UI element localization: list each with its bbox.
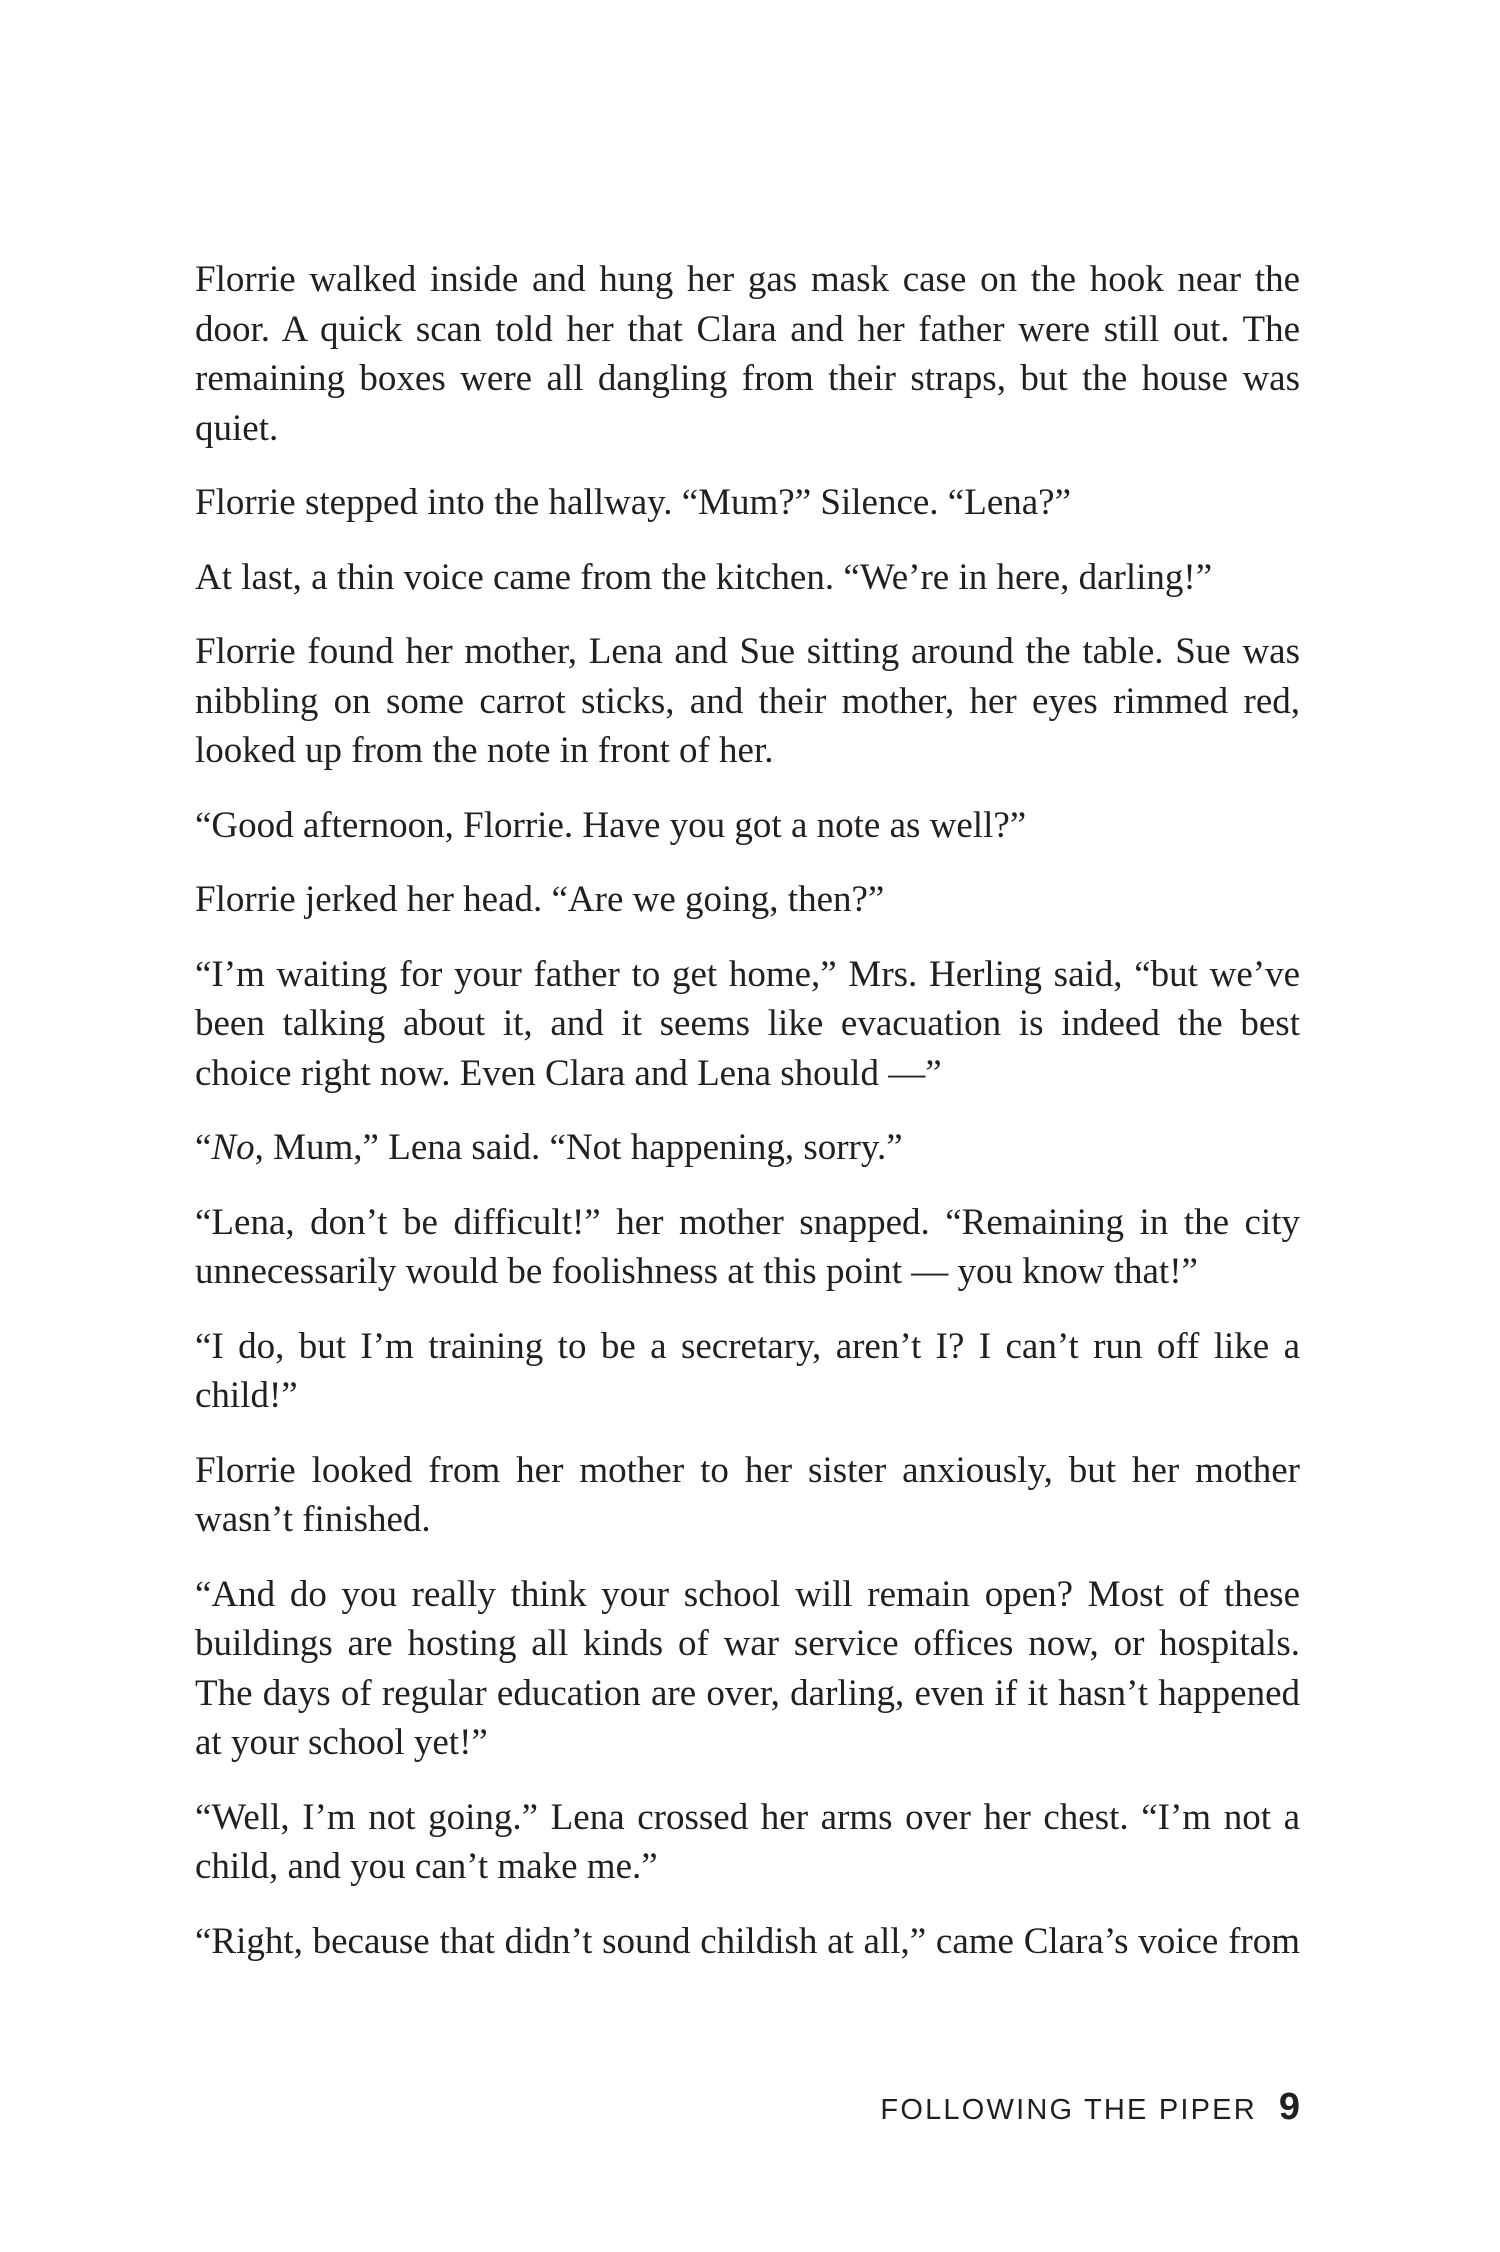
open-quote: “ bbox=[195, 1127, 212, 1168]
paragraph: Florrie walked inside and hung her gas mask case on the hook near the door. A quick scan told her that Clara and her father were still out. The remaining boxes were all dangling from their straps, but the house was quiet. bbox=[195, 259, 1300, 449]
emphasized-word: No bbox=[211, 1127, 255, 1168]
paragraph-rest: , Mum,” Lena said. “Not happening, sorry.” bbox=[254, 1127, 903, 1168]
paragraph: “Good afternoon, Florrie. Have you got a note as well?” bbox=[195, 804, 1027, 846]
paragraph: Florrie found her mother, Lena and Sue sitting around the table. Sue was nibbling on some carrot sticks, and their mother, her eyes rimmed red, looked up from the note in front of her. bbox=[195, 631, 1300, 771]
page-number: 9 bbox=[1278, 2086, 1300, 2128]
paragraph-continued: “Right, because that didn’t sound childish at all,” came Clara’s voice from bbox=[195, 1920, 1300, 1962]
paragraph: At last, a thin voice came from the kitchen. “We’re in here, darling!” bbox=[195, 556, 1213, 598]
paragraph: Florrie stepped into the hallway. “Mum?” Silence. “Lena?” bbox=[195, 482, 1072, 523]
paragraph: Florrie looked from her mother to her sister anxiously, but her mother wasn’t finished. bbox=[195, 1449, 1300, 1540]
paragraph: “And do you really think your school will remain open? Most of these buildings are hosting all kinds of war service offices now, or hospitals. The days of regular education are over, darling, even if it hasn’t happened at your school yet!” bbox=[195, 1573, 1300, 1763]
paragraph: “I’m waiting for your father to get home,” Mrs. Herling said, “but we’ve been talking about it, and it seems like evacuation is indeed the best choice right now. Even Clara and Lena should —” bbox=[195, 953, 1300, 1094]
paragraph: “I do, but I’m training to be a secretary, aren’t I? I can’t run off like a child!” bbox=[195, 1325, 1300, 1416]
paragraph: “Lena, don’t be difficult!” her mother snapped. “Remaining in the city unnecessarily would be foolishness at this point — you know that!” bbox=[195, 1201, 1300, 1292]
running-title: FOLLOWING THE PIPER bbox=[880, 2094, 1257, 2126]
body-text bbox=[195, 255, 1300, 1966]
paragraph: “Well, I’m not going.” Lena crossed her arms over her chest. “I’m not a child, and you can’t make me.” bbox=[195, 1796, 1300, 1887]
paragraph bbox=[195, 1123, 1300, 1173]
paragraph: Florrie jerked her head. “Are we going, then?” bbox=[195, 879, 885, 920]
running-footer bbox=[880, 2086, 1300, 2129]
